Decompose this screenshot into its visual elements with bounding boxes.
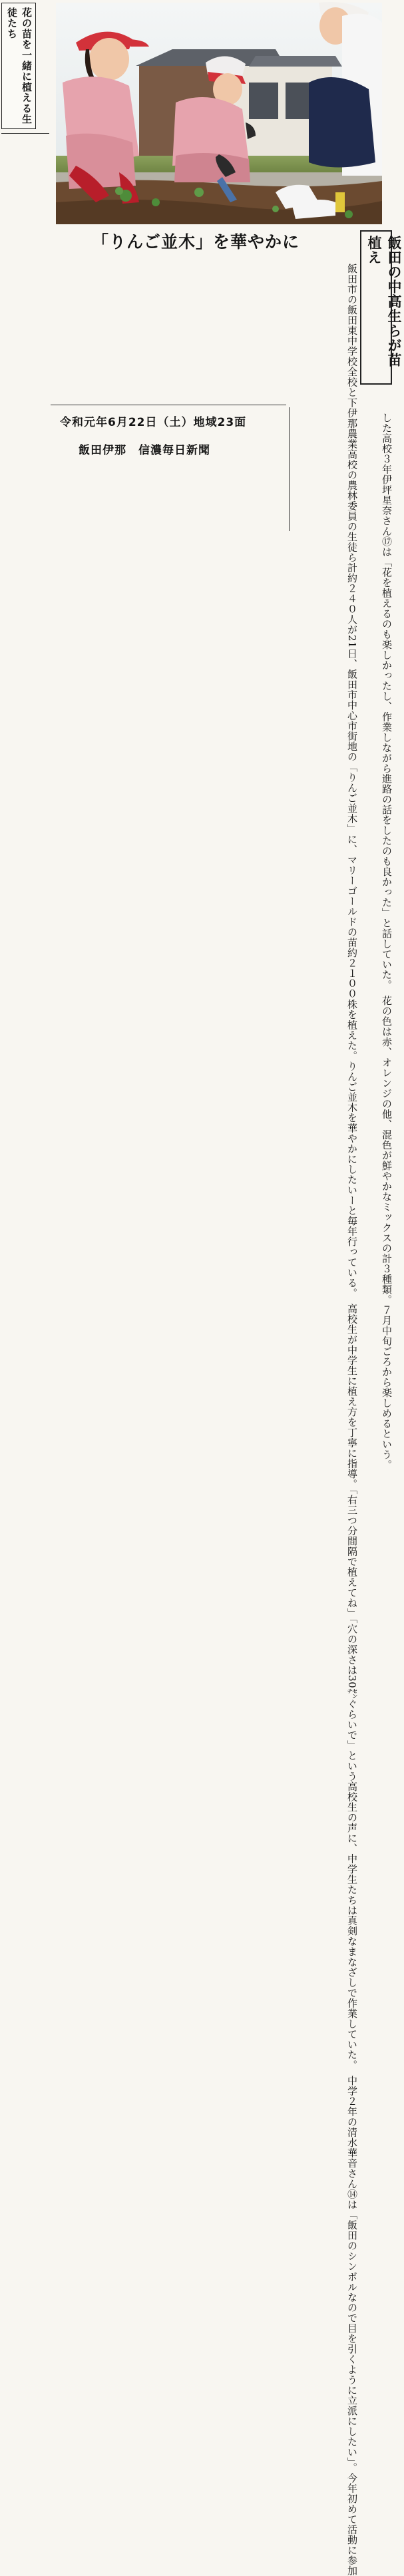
- dateline-divider: [289, 407, 290, 531]
- caption-rule: [1, 133, 49, 134]
- photo-caption-box: [1, 3, 36, 129]
- article-body-upper: 飯田市の飯田東中学校全校と下伊那農業高校の農林委員の生徒ら計約２４０人が21日、飯田市中心市街地の「りんご並木」に、マリーゴールドの苗約２１００株を植えた。りんご並木を華やかにしたいーと毎年行っている。 高校生が中学生に植え方を丁寧に指導。「右三つ分間隔で植えてね」「穴の深さは30㌢ぐらいで」という高校生の声に、中学生たちは真剣なまなざしで作業していた。 中学２年の清水華音さん⑭は「飯田のシンボルなので目を引くように立派にしたい」。今年初めて活動に参加: [346, 264, 358, 2576]
- subheadline: 飯田の中高生らが苗植え: [366, 236, 402, 367]
- headline: 「りんご並木」を華やかに: [92, 232, 300, 252]
- dateline-block: [51, 413, 286, 466]
- publication-date: 令和元年6月22日（土）地域23面: [60, 416, 247, 429]
- photo-caption: 花の苗を一緒に植える生徒たち: [6, 7, 33, 124]
- subheadline-box: [360, 230, 402, 385]
- article-body-lower: した高校３年伊坪星奈さん⑰は「花を植えるのも楽しかったし、作業しながら進路の話をしたのも良かった」と話していた。 花の色は赤、オレンジの他、混色が鮮やかなミックスの計３種類。７月中旬ごろから楽しめるという。: [381, 413, 393, 1470]
- publication-source: 飯田伊那 信濃毎日新聞: [79, 444, 210, 457]
- news-photo: [56, 3, 382, 224]
- students-planting-photo: [56, 3, 382, 224]
